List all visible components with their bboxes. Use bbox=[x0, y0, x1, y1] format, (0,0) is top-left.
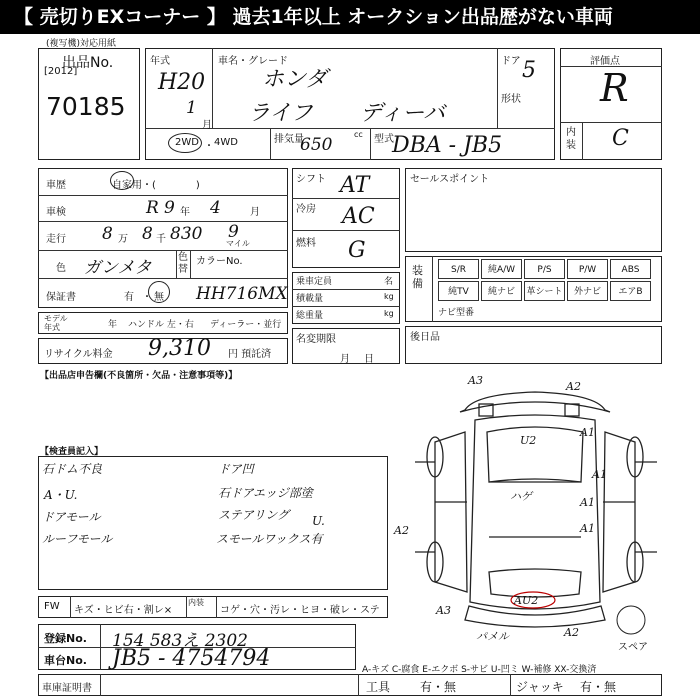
inspector-note: U. bbox=[312, 514, 325, 528]
equipment-option: エアB bbox=[610, 281, 651, 301]
inspector-right-1: 石ドアエッジ部塗 bbox=[218, 486, 313, 500]
lot-number: 70185 bbox=[46, 92, 126, 121]
inspector-left-0: 石ドム不良 bbox=[42, 462, 103, 476]
warranty-yes: 有 bbox=[124, 292, 134, 303]
registration-label: 登録No. bbox=[44, 632, 87, 645]
inspector-left-3: ルーフモール bbox=[42, 532, 113, 546]
warranty-selected-circle bbox=[148, 281, 170, 303]
chassis-label: 車台No. bbox=[44, 654, 87, 667]
inspection-year: 9 bbox=[164, 198, 175, 218]
chassis-value: JB5 - 4754794 bbox=[112, 646, 271, 671]
damage-mark: A1 bbox=[580, 522, 595, 535]
fuel-label: 燃料 bbox=[296, 238, 316, 249]
jack-label: ジャッキ bbox=[516, 680, 564, 694]
equipment-option: ABS bbox=[610, 259, 651, 279]
grade-value: ディーバ bbox=[360, 101, 446, 126]
equipment-option: S/R bbox=[438, 259, 479, 279]
doors-value: 5 bbox=[522, 58, 536, 83]
inspector-left-2: ドアモール bbox=[42, 510, 101, 524]
mileage-extra: 9 bbox=[228, 222, 239, 242]
bottom-row bbox=[38, 674, 662, 696]
damage-mark: A3 bbox=[468, 374, 483, 387]
equipment-option: 革シート bbox=[524, 281, 565, 301]
color-label: 色 bbox=[56, 263, 66, 274]
displacement-label: 排気量 bbox=[274, 134, 304, 145]
inspector-label: 【検査員記入】 bbox=[40, 447, 104, 457]
damage-mark: U2 bbox=[520, 434, 537, 447]
damage-mark: A2 bbox=[566, 380, 581, 393]
inspection-month-label: 月 bbox=[250, 207, 260, 218]
declaration-label: 【出品店申告欄(不良箇所・欠品・注意事項等)】 bbox=[40, 371, 238, 381]
warranty-label: 保証書 bbox=[46, 292, 76, 303]
recycle-unit: 円 預託済 bbox=[228, 349, 272, 360]
inspection-month: 4 bbox=[210, 198, 221, 218]
damage-mark: A1 bbox=[580, 496, 595, 509]
equipment-option: 純TV bbox=[438, 281, 479, 301]
damage-mark: A1 bbox=[592, 468, 607, 481]
maker-value: ホンダ bbox=[262, 67, 328, 92]
afterparts-label: 後日品 bbox=[410, 332, 440, 343]
load-label: 積載量 bbox=[296, 294, 324, 304]
damage-mark: AU2 bbox=[514, 594, 539, 607]
score-value: R bbox=[600, 66, 629, 110]
model-code-label: 型式 bbox=[374, 134, 394, 145]
dealer-label: ディーラー・並行 bbox=[210, 320, 282, 330]
warranty-note: HH716MX bbox=[196, 284, 288, 304]
displacement-unit: cc bbox=[354, 130, 363, 139]
model-year-row-label: モデル年式 bbox=[44, 314, 68, 332]
score-label: 評価点 bbox=[590, 56, 620, 67]
color-code-label: カラーNo. bbox=[196, 256, 243, 267]
color-value: ガンメタ bbox=[84, 258, 152, 278]
fuel-value: G bbox=[348, 238, 366, 263]
inspection-label: 車検 bbox=[46, 207, 66, 218]
aircon-label: 冷房 bbox=[296, 204, 316, 215]
damage-mark: ハゲ bbox=[510, 490, 532, 503]
history-selected-circle bbox=[110, 171, 134, 190]
capacity-label: 乗車定員 bbox=[296, 277, 333, 287]
certificate-label: 車庫証明書 bbox=[42, 683, 92, 694]
interior-value: C bbox=[612, 126, 629, 151]
total-weight-unit: kg bbox=[384, 309, 394, 318]
banner: 【 売切りEXコーナー 】 過去1年以上 オークション出品歴がない車両 bbox=[0, 0, 700, 34]
equipment-option: P/S bbox=[524, 259, 565, 279]
legend: A-キズ C-腐食 E-エクボ S-サビ U-凹ミ W-補修 XX-交換済 bbox=[362, 665, 597, 675]
shift-value: AT bbox=[340, 173, 370, 198]
total-weight-label: 総重量 bbox=[296, 311, 324, 321]
inspector-right-0: ドア凹 bbox=[218, 462, 254, 476]
inspection-year-label: 年 bbox=[180, 207, 190, 218]
car-damage-diagram bbox=[395, 372, 695, 642]
subnote: (複写機)対応用紙 bbox=[46, 39, 117, 49]
lot-year-stamp: [2012] bbox=[44, 66, 78, 77]
damage-mark: A2 bbox=[394, 524, 409, 537]
name-change-unit: 月日 bbox=[340, 354, 388, 365]
interior-items: コゲ・穴・汚レ・ヒヨ・破レ・ステ bbox=[220, 605, 380, 616]
history-label: 車歴 bbox=[46, 180, 66, 191]
month-value: 1 bbox=[186, 98, 197, 118]
nav-model-label: ナビ型番 bbox=[438, 308, 475, 318]
damage-mark: A1 bbox=[580, 426, 595, 439]
displacement-value: 650 bbox=[300, 135, 333, 155]
tool-label: 工具 bbox=[366, 680, 391, 694]
sales-point-label: セールスポイント bbox=[410, 174, 490, 185]
model-year-row-year: 年 bbox=[108, 320, 118, 330]
inspector-left-1: A・U. bbox=[44, 488, 78, 502]
equipment-option: 外ナビ bbox=[567, 281, 608, 301]
registration-value: 154 583え 2302 bbox=[112, 631, 248, 651]
aircon-value: AC bbox=[342, 204, 375, 229]
interior-row-label: 内装 bbox=[188, 598, 204, 607]
shift-label: シフト bbox=[296, 174, 326, 185]
mileage-man: 8 bbox=[102, 224, 113, 244]
capacity-unit: 名 bbox=[384, 277, 394, 287]
equipment-label: 装備 bbox=[412, 264, 423, 290]
warranty-no: 無 bbox=[154, 292, 164, 303]
tool-value: 有・無 bbox=[420, 680, 457, 694]
drive-4wd: 4WD bbox=[214, 137, 238, 148]
name-change-label: 名変期限 bbox=[296, 334, 336, 345]
inspector-right-3: スモールワックス有 bbox=[216, 532, 323, 546]
load-unit: kg bbox=[384, 292, 394, 301]
inspector-right-2: ステアリング bbox=[218, 508, 290, 522]
make-label: 車名・グレード bbox=[218, 56, 288, 67]
spare-label: スペア bbox=[618, 642, 648, 653]
damage-mark: A3 bbox=[436, 604, 451, 617]
model-value: ライフ bbox=[248, 101, 313, 126]
fw-label: FW bbox=[44, 601, 60, 612]
equipment-option: P/W bbox=[567, 259, 608, 279]
fw-items: キズ・ヒビ右・割レ× bbox=[74, 605, 173, 616]
afterparts-box bbox=[405, 326, 662, 364]
recycle-label: リサイクル料金 bbox=[44, 349, 113, 360]
mileage-label: 走行 bbox=[46, 234, 66, 245]
mileage-sen: 8 bbox=[142, 224, 153, 244]
interior-label: 内装 bbox=[566, 127, 576, 151]
inspection-era: R bbox=[146, 198, 159, 218]
equipment-option: 純A/W bbox=[481, 259, 522, 279]
doors-label: ドア bbox=[501, 56, 521, 67]
year-value: H20 bbox=[158, 70, 206, 95]
mileage-man-label: 万 bbox=[118, 234, 128, 245]
mileage-sen-label: 千 bbox=[156, 234, 166, 245]
mileage-rest: 830 bbox=[170, 224, 203, 244]
mileage-unit: マイル bbox=[226, 239, 250, 248]
equipment-option: 純ナビ bbox=[481, 281, 522, 301]
year-label: 年式 bbox=[150, 56, 170, 67]
model-code-value: DBA - JB5 bbox=[392, 133, 503, 158]
color-change-label: 色替 bbox=[178, 252, 188, 275]
history-options: 自家用・( ) bbox=[112, 180, 200, 191]
recycle-value: 9,310 bbox=[148, 336, 211, 361]
handle-label: ハンドル 左・右 bbox=[128, 320, 194, 330]
drive-2wd: 2WD bbox=[175, 137, 199, 148]
month-label: 月 bbox=[202, 120, 212, 131]
jack-value: 有・無 bbox=[580, 680, 617, 694]
lot-label: 出品No. bbox=[62, 55, 114, 71]
damage-mark: A2 bbox=[564, 626, 579, 639]
shape-label: 形状 bbox=[501, 94, 521, 105]
damage-mark: パメル bbox=[476, 630, 509, 643]
